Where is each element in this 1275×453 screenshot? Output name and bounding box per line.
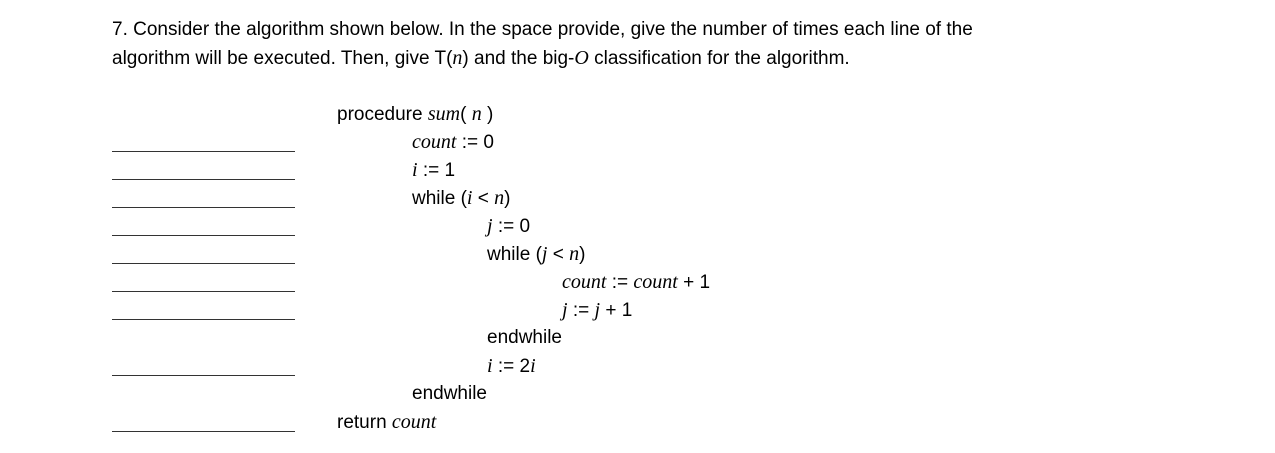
variable-n: n <box>452 47 463 69</box>
code-line-inner-endwhile: endwhile <box>487 327 562 348</box>
code-line-j-increment: j := j + 1 <box>562 299 633 321</box>
code-line-count-increment: count := count + 1 <box>562 271 711 293</box>
answer-blank-j-increment[interactable] <box>112 319 295 320</box>
question-line-2-part-c: ) and the big- <box>462 48 575 69</box>
question-line-2-part-a: algorithm will be executed. Then, give T( <box>112 48 453 69</box>
question-line-2-part-e: classification for the algorithm. <box>588 48 850 69</box>
question-line-1: 7. Consider the algorithm shown below. In the space provide, give the number of times each line of the <box>112 19 973 40</box>
question-line-2 <box>112 44 1172 73</box>
code-line-inner-while: while (j < n) <box>487 243 586 265</box>
answer-blank-count-increment[interactable] <box>112 291 295 292</box>
code-line-outer-while: while (i < n) <box>412 187 511 209</box>
answer-blank-i-double[interactable] <box>112 375 295 376</box>
answer-blank-i-init[interactable] <box>112 179 295 180</box>
answer-blank-inner-while[interactable] <box>112 263 295 264</box>
code-line-procedure: procedure sum( n ) <box>337 103 494 125</box>
code-line-j-init: j := 0 <box>487 215 531 237</box>
code-line-return: return count <box>337 411 437 433</box>
code-line-count-init: count := 0 <box>412 131 494 153</box>
big-o-symbol: O <box>574 47 589 69</box>
code-line-i-double: i := 2i <box>487 355 536 377</box>
code-line-outer-endwhile: endwhile <box>412 383 487 404</box>
answer-blank-j-init[interactable] <box>112 235 295 236</box>
answer-blank-count-init[interactable] <box>112 151 295 152</box>
code-line-i-init: i := 1 <box>412 159 456 181</box>
answer-blank-outer-while[interactable] <box>112 207 295 208</box>
answer-blank-return[interactable] <box>112 431 295 432</box>
question-text <box>112 16 1172 73</box>
